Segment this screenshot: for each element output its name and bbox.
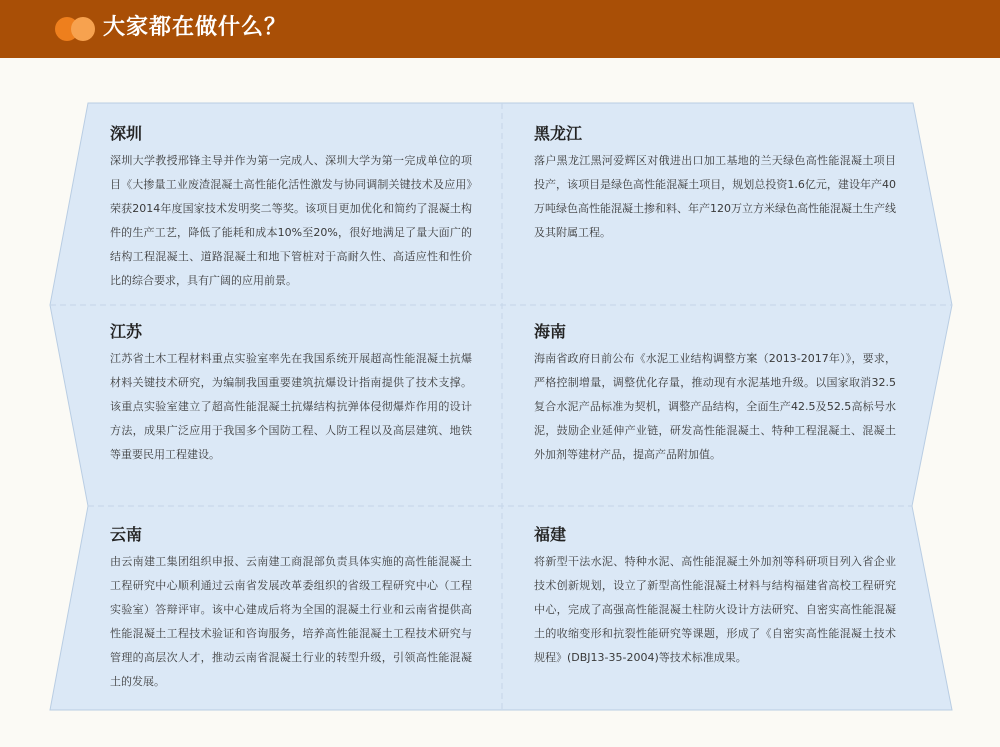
region-description: 江苏省土木工程材料重点实验室率先在我国系统开展超高性能混凝土抗爆材料关键技术研究，为编制我国重要建筑抗爆设计指南提供了技术支撑。该重点实验室建立了超高性能混凝土抗爆结构抗弹体侵彻爆炸作用的设计方法，成果广泛应用于我国多个国防工程、人防工程以及高层建筑、地铁等重要民用工程建设。 xyxy=(110,352,472,461)
region-description: 深圳大学教授邢锋主导并作为第一完成人、深圳大学为第一完成单位的项目《大掺量工业废渣混凝土高性能化活性激发与协同调制关键技术及应用》荣获2014年度国家技术发明奖二等奖。该项目更加优化和简约了混凝土构件的生产工艺，降低了能耗和成本10%至20%，很好地满足了量大面广的结构工程混凝土、道路混凝土和地下管桩对于高耐久性、高适应性和性价比的综合要求，具有广阔的应用前景。 xyxy=(110,154,472,287)
region-title: 云南 xyxy=(110,525,143,544)
region-card-hainan xyxy=(534,322,896,467)
region-title: 福建 xyxy=(534,525,567,544)
region-description: 海南省政府日前公布《水泥工业结构调整方案（2013-2017年）》，要求，严格控制增量，调整优化存量，推动现有水泥基地升级。以国家取消32.5复合水泥产品标准为契机，调整产品结构，全面生产42.5及52.5高标号水泥，鼓励企业延伸产业链，研发高性能混凝土、特种工程混凝土、混凝土外加剂等建材产品，提高产品附加值。 xyxy=(534,352,896,461)
region-description: 落户黑龙江黑河爱辉区对俄进出口加工基地的兰天绿色高性能混凝土项目投产，该项目是绿色高性能混凝土项目，规划总投资1.6亿元，建设年产40万吨绿色高性能混凝土掺和料、年产120万立方米绿色高性能混凝土生产线及其附属工程。 xyxy=(534,154,896,239)
region-card-heilongjiang xyxy=(534,124,896,245)
page-title: 大家都在做什么？ xyxy=(103,15,288,40)
region-card-shenzhen xyxy=(110,124,472,293)
region-card-yunnan xyxy=(110,525,472,694)
region-card-jiangsu xyxy=(110,322,472,467)
region-description: 将新型干法水泥、特种水泥、高性能混凝土外加剂等科研项目列入省企业技术创新规划，设立了新型高性能混凝土材料与结构福建省高校工程研究中心，完成了高强高性能混凝土柱防火设计方法研究、自密实高性能混凝土的收缩变形和抗裂性能研究等课题，形成了《自密实高性能混凝土技术规程》(DBJ13-35-2004)等技术标准成果。 xyxy=(534,555,896,664)
region-title: 黑龙江 xyxy=(534,124,583,143)
region-title: 海南 xyxy=(534,322,567,341)
region-title: 江苏 xyxy=(110,322,143,341)
region-description: 由云南建工集团组织申报、云南建工商混部负责具体实施的高性能混凝土工程研究中心顺利通过云南省发展改革委组织的省级工程研究中心（工程实验室）答辩评审。该中心建成后将为全国的混凝土行业和云南省提供高性能混凝土工程技术验证和咨询服务，培养高性能混凝土工程技术研究与管理的高层次人才，推动云南省混凝土行业的转型升级，引领高性能混凝土的发展。 xyxy=(110,555,472,688)
region-title: 深圳 xyxy=(110,124,143,143)
region-card-fujian xyxy=(534,525,896,670)
